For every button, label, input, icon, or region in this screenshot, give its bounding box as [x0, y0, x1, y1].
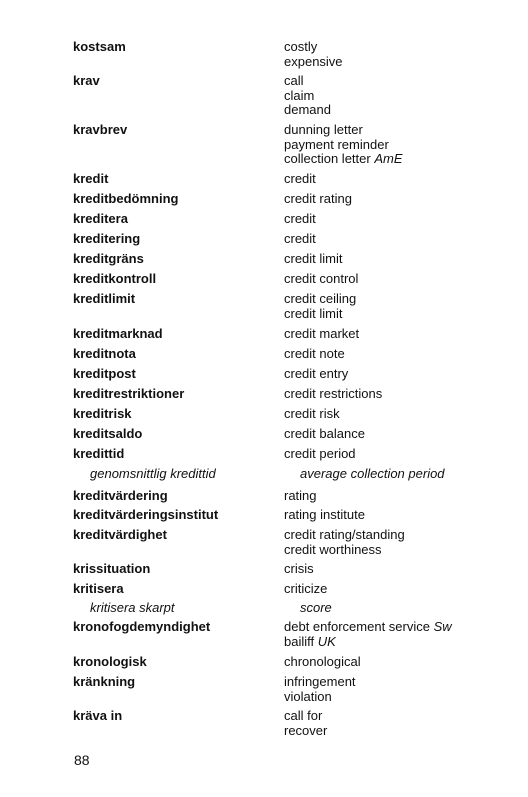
translation-line	[284, 123, 403, 138]
translation-text: average collection period	[300, 466, 445, 481]
entry-term: kreditnota	[73, 346, 136, 361]
translation-line	[284, 407, 340, 422]
translation-text: chronological	[284, 654, 361, 669]
translation-text: violation	[284, 688, 332, 704]
translation-text: payment reminder	[284, 136, 389, 152]
entry-term: kräva in	[73, 708, 123, 723]
translation-text: rating	[284, 488, 317, 503]
translation-text: credit market	[284, 326, 360, 341]
translation-line	[284, 232, 316, 247]
entry-term: kreditering	[73, 231, 141, 246]
entry-translations	[284, 655, 361, 670]
entry-translations	[284, 232, 316, 247]
translation-text: criticize	[284, 581, 328, 596]
translation-text: credit restrictions	[284, 386, 383, 401]
translation-line	[300, 601, 332, 616]
entry-term: kronologisk	[73, 654, 147, 669]
entry-translations	[284, 528, 405, 557]
translation-line	[284, 367, 348, 382]
entry-translations	[284, 40, 343, 69]
entry-translations	[284, 427, 365, 442]
translation-line	[284, 724, 327, 739]
translation-text: bailiff	[284, 633, 315, 649]
entry-term: kreditbedömning	[73, 191, 179, 206]
entry-translations	[284, 327, 359, 342]
translation-text: credit	[284, 211, 316, 226]
entry-term: kredittid	[73, 446, 125, 461]
translation-text: credit limit	[284, 305, 343, 321]
translation-text: credit rating/standing	[284, 527, 405, 542]
entry-term: kreditmarknad	[73, 326, 163, 341]
translation-line	[284, 172, 316, 187]
translation-line	[284, 347, 345, 362]
entry-term: kreditrisk	[73, 406, 132, 421]
entry-term: kreditrestriktioner	[73, 386, 185, 401]
translation-line	[284, 307, 356, 322]
entry-term: kreditvärdighet	[73, 527, 167, 542]
translation-line	[284, 543, 405, 558]
entry-translations	[284, 74, 331, 118]
entry-translations	[284, 709, 327, 738]
translation-text: claim	[284, 87, 315, 103]
translation-text: crisis	[284, 561, 314, 576]
translation-text: recover	[284, 722, 328, 738]
translation-line	[284, 192, 352, 207]
translation-text: credit entry	[284, 366, 349, 381]
translation-line	[284, 327, 359, 342]
entry-translations	[284, 272, 358, 287]
usage-note: Sw	[433, 619, 452, 634]
entry-term: kreditsaldo	[73, 426, 143, 441]
entry-translations	[284, 582, 327, 597]
translation-line	[284, 447, 356, 462]
translation-text: credit control	[284, 271, 359, 286]
translation-line	[284, 528, 405, 543]
entry-translations	[284, 292, 356, 321]
translation-text: credit	[284, 171, 316, 186]
entry-term: kreditlimit	[73, 291, 136, 306]
translation-text: credit worthiness	[284, 541, 382, 557]
translation-text: debt enforcement service	[284, 619, 430, 634]
entry-translations	[284, 407, 340, 422]
entry-term: kreditpost	[73, 366, 136, 381]
entry-term: kostsam	[73, 39, 126, 54]
entry-term: kronofogdemyndighet	[73, 619, 211, 634]
translation-line	[284, 55, 343, 70]
entry-translations	[284, 172, 316, 187]
translation-line	[284, 427, 365, 442]
entry-translations	[284, 620, 452, 649]
subentry-term: genomsnittlig kredittid	[90, 466, 216, 481]
translation-line	[284, 292, 356, 307]
translation-line	[284, 89, 331, 104]
entry-translations	[284, 123, 403, 167]
entry-translations	[284, 252, 343, 267]
entry-term: kreditera	[73, 211, 128, 226]
entry-term: kritisera	[73, 581, 124, 596]
entry-translations	[284, 508, 365, 523]
translation-line	[284, 655, 361, 670]
translation-text: infringement	[284, 674, 356, 689]
entry-translations	[284, 212, 316, 227]
translation-text: collection letter	[284, 151, 371, 166]
usage-note: UK	[317, 633, 336, 649]
entry-translations	[284, 675, 356, 704]
page-number: 88	[74, 752, 90, 768]
translation-line	[284, 489, 317, 504]
translation-line	[284, 212, 316, 227]
entry-translations	[284, 489, 317, 504]
translation-text: credit risk	[284, 406, 340, 421]
entry-translations	[284, 447, 356, 462]
translation-text: score	[300, 600, 332, 615]
entry-translations	[284, 562, 314, 577]
translation-text: credit ceiling	[284, 291, 357, 306]
translation-line	[284, 582, 327, 597]
translation-line	[284, 387, 382, 402]
translation-line	[284, 562, 314, 577]
entry-translations	[284, 192, 352, 207]
translation-line	[284, 690, 356, 705]
translation-text: call	[284, 73, 304, 88]
translation-line	[284, 620, 452, 635]
translation-line	[284, 675, 356, 690]
translation-text: rating institute	[284, 507, 365, 522]
translation-text: credit rating	[284, 191, 352, 206]
usage-note: AmE	[374, 151, 403, 166]
translation-line	[284, 40, 343, 55]
translation-line	[284, 138, 403, 153]
entry-translations	[284, 367, 348, 382]
entry-term: kreditvärdering	[73, 488, 168, 503]
entry-term: kravbrev	[73, 122, 128, 137]
entry-term: kreditkontroll	[73, 271, 157, 286]
entry-term: kreditgräns	[73, 251, 144, 266]
translation-line	[300, 467, 445, 482]
entry-term: kredit	[73, 171, 109, 186]
translation-text: credit note	[284, 346, 345, 361]
entry-translations	[300, 467, 445, 482]
translation-text: credit period	[284, 446, 356, 461]
translation-text: expensive	[284, 53, 343, 69]
entry-term: krissituation	[73, 561, 151, 576]
entry-term: krav	[73, 73, 100, 88]
translation-line	[284, 508, 365, 523]
translation-line	[284, 103, 331, 118]
translation-line	[284, 74, 331, 89]
translation-line	[284, 152, 403, 167]
translation-line	[284, 272, 358, 287]
entry-term: kreditvärderingsinstitut	[73, 507, 219, 522]
translation-text: credit	[284, 231, 316, 246]
entry-translations	[300, 601, 332, 616]
subentry-term: kritisera skarpt	[90, 600, 175, 615]
translation-line	[284, 635, 452, 650]
translation-text: costly	[284, 39, 318, 54]
translation-text: demand	[284, 102, 331, 117]
translation-text: dunning letter	[284, 122, 363, 137]
entry-term: kränkning	[73, 674, 136, 689]
entry-translations	[284, 347, 345, 362]
translation-text: credit limit	[284, 251, 343, 266]
translation-line	[284, 709, 327, 724]
translation-text: call for	[284, 708, 323, 723]
translation-line	[284, 252, 343, 267]
translation-text: credit balance	[284, 426, 365, 441]
entry-translations	[284, 387, 382, 402]
